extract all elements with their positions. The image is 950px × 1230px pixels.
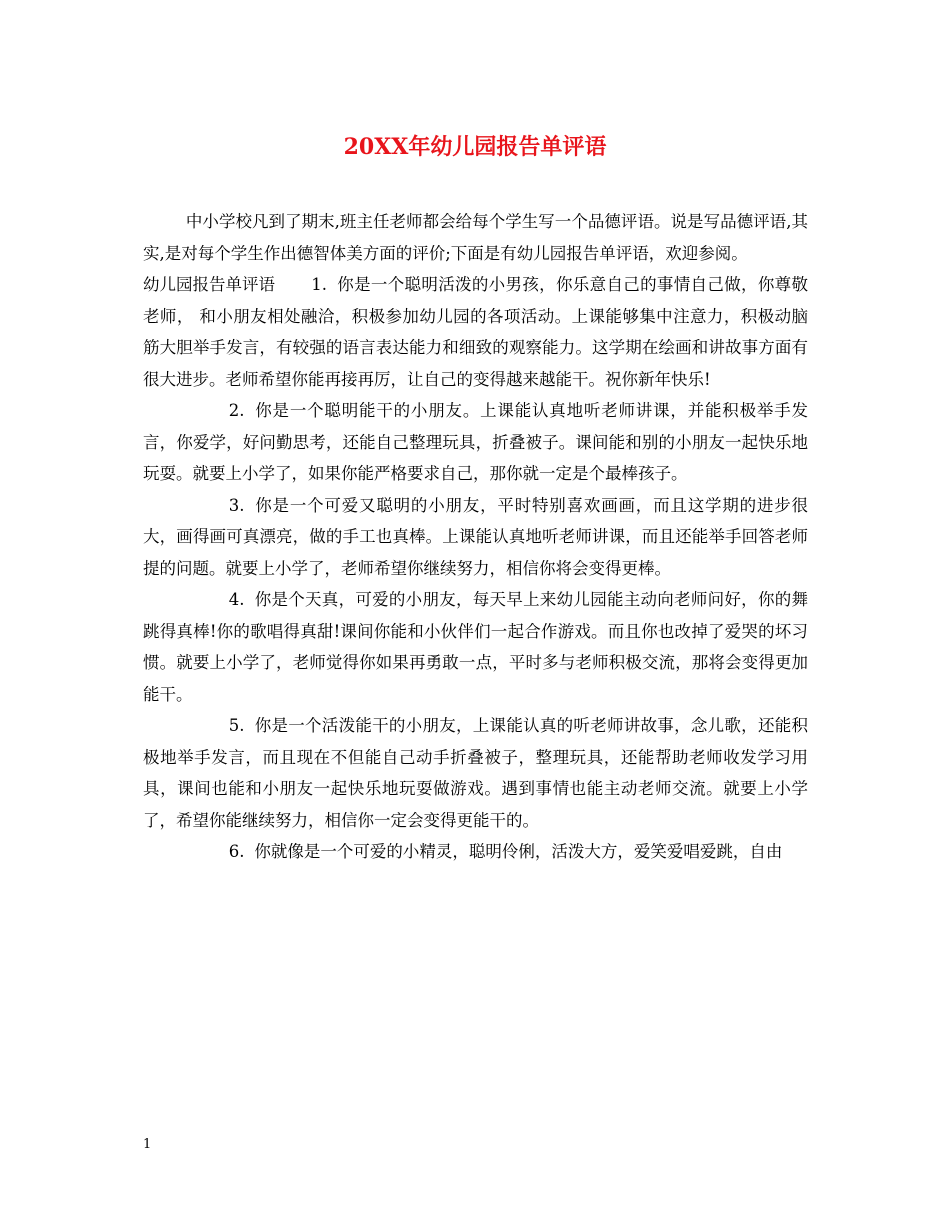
- comment-paragraph-5: [143, 710, 808, 836]
- comment-text: 你是个天真，可爱的小朋友，每天早上来幼儿园能主动向老师问好，你的舞跳得真棒!你的歌唱得真甜!课间你能和小伙伴们一起合作游戏。而且你也改掉了爱哭的坏习惯。就要上小学了，老师觉得你如果再勇敢一点，平时多与老师积极交流，那将会变得更加能干。: [143, 590, 808, 704]
- comment-number: 1.: [311, 275, 328, 294]
- comment-text: 你是一个聪明能干的小朋友。上课能认真地听老师讲课，并能积极举手发言，你爱学，好问勤思考，还能自己整理玩具，折叠被子。课间能和别的小朋友一起快乐地玩耍。就要上小学了，如果你能严格要求自己，那你就一定是个最棒孩子。: [143, 401, 808, 483]
- comment-paragraph-6: [143, 836, 808, 868]
- comment-number: 5.: [228, 716, 245, 735]
- comment-text: 你是一个可爱又聪明的小朋友，平时特别喜欢画画，而且这学期的进步很大，画得画可真漂亮，做的手工也真棒。上课能认真地听老师讲课，而且还能举手回答老师提的问题。就要上小学了，老师希望你继续努力，相信你将会变得更棒。: [143, 495, 808, 578]
- document-title: 20XX年幼儿园报告单评语: [343, 134, 607, 160]
- comment-text: 你是一个聪明活泼的小男孩，你乐意自己的事情自己做，你尊敬老师， 和小朋友相处融洽，积极参加幼儿园的各项活动。上课能够集中注意力，积极动脑筋大胆举手发言，有较强的语言表达能力和细致的观察能力。这学期在绘画和讲故事方面有很大进步。老师希望你能再接再厉，让自己的变得越来越能干。祝你新年快乐!: [143, 275, 808, 389]
- document-body: [143, 206, 808, 868]
- comment-paragraph-3: [143, 490, 808, 585]
- page-number: 1: [143, 1137, 152, 1152]
- comment-text: 你就像是一个可爱的小精灵，聪明伶俐，活泼大方，爱笑爱唱爱跳，自由: [254, 842, 783, 861]
- comment-paragraph-2: [143, 395, 808, 490]
- comment-paragraph-1: [143, 269, 808, 395]
- intro-paragraph: 中小学校凡到了期末,班主任老师都会给每个学生写一个品德评语。说是写品德评语,其实,是对每个学生作出德智体美方面的评价;下面是有幼儿园报告单评语，欢迎参阅。: [143, 212, 808, 263]
- comment-paragraph-4: [143, 584, 808, 710]
- comment-text: 你是一个活泼能干的小朋友，上课能认真的听老师讲故事，念儿歌，还能积极地举手发言，而且现在不但能自己动手折叠被子，整理玩具，还能帮助老师收发学习用具，课间也能和小朋友一起快乐地玩耍做游戏。遇到事情也能主动老师交流。就要上小学了，希望你能继续努力，相信你一定会变得更能干的。: [143, 716, 808, 830]
- comment-number: 2.: [228, 401, 245, 420]
- comment-number: 6.: [228, 842, 245, 861]
- comment-number: 4.: [228, 590, 245, 609]
- section-label: 幼儿园报告单评语: [143, 275, 275, 294]
- comment-number: 3.: [228, 495, 245, 515]
